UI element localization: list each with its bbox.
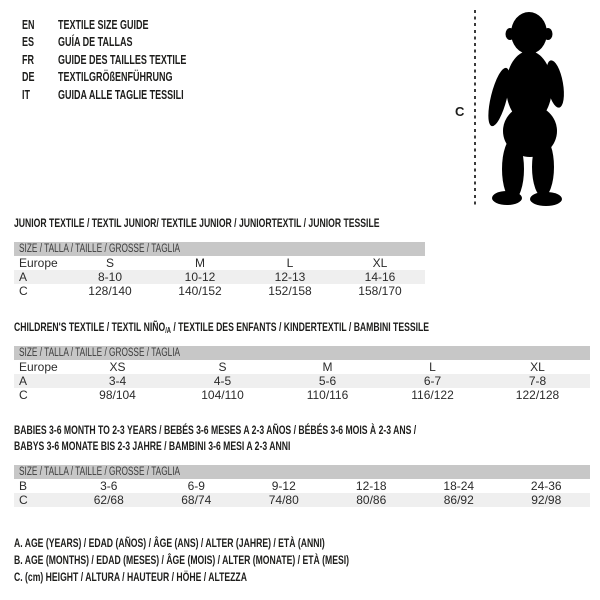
table-cell: 12-13 xyxy=(274,270,306,284)
children-title-sub: /A xyxy=(165,326,171,335)
footnote-a: A. AGE (YEARS) / EDAD (AÑOS) / ÂGE (ANS) / ALTER (JAHRE) / ETÀ (ANNI) xyxy=(14,536,325,550)
junior-title-text: JUNIOR TEXTILE / TEXTIL JUNIOR/ TEXTILE JUNIOR / JUNIORTEXTIL / JUNIOR TESSILE xyxy=(14,216,380,230)
column-header: L xyxy=(429,360,436,374)
table-cell: 92/98 xyxy=(531,493,562,507)
table-row xyxy=(14,479,590,493)
language-list xyxy=(22,16,250,104)
language-label: GUIDA ALLE TAGLIE TESSILI xyxy=(58,87,184,102)
size-header-label: SIZE / TALLA / TAILLE / GRÖSSE / TAGLIA xyxy=(19,243,181,255)
junior-column-header-row xyxy=(14,256,425,270)
footnotes xyxy=(14,535,479,586)
babies-section-title xyxy=(14,422,573,454)
table-row xyxy=(14,374,590,388)
table-cell: 18-24 xyxy=(443,479,475,493)
table-cell: 10-12 xyxy=(184,270,216,284)
table-cell: 6-7 xyxy=(423,374,442,388)
column-header: Europe xyxy=(19,360,58,374)
children-title-main: CHILDREN'S TEXTILE / TEXTIL NIÑO xyxy=(14,320,166,334)
table-row xyxy=(14,493,590,507)
children-size-header-bar xyxy=(14,346,590,360)
size-header-label: SIZE / TALLA / TAILLE / GRÖSSE / TAGLIA xyxy=(19,466,181,478)
babies-size-header-bar xyxy=(14,465,590,479)
row-label: B xyxy=(19,479,28,493)
table-cell: 68/74 xyxy=(181,493,212,507)
table-cell: 14-16 xyxy=(364,270,396,284)
height-measure-dashed-line xyxy=(474,10,476,208)
children-column-header-row xyxy=(14,360,590,374)
column-header: S xyxy=(105,256,114,270)
language-code: FR xyxy=(22,52,35,67)
table-cell: 110/116 xyxy=(306,388,349,402)
language-code: IT xyxy=(22,87,30,102)
table-cell: 7-8 xyxy=(528,374,547,388)
language-code: EN xyxy=(22,17,35,32)
column-header: M xyxy=(322,360,333,374)
language-code: ES xyxy=(22,35,35,50)
table-cell: 74/80 xyxy=(268,493,299,507)
children-section-title xyxy=(14,320,590,335)
column-header: XS xyxy=(109,360,126,374)
table-row xyxy=(14,388,590,402)
junior-section-title xyxy=(14,216,522,230)
language-code: DE xyxy=(22,70,35,85)
table-cell: 140/152 xyxy=(178,284,222,298)
row-label: A xyxy=(19,270,28,284)
table-cell: 122/128 xyxy=(515,388,560,402)
table-cell: 8-10 xyxy=(97,270,123,284)
table-cell: 80/86 xyxy=(356,493,387,507)
language-row xyxy=(22,34,186,52)
junior-size-header-bar xyxy=(14,242,425,256)
row-label: C xyxy=(19,388,28,402)
column-header: XL xyxy=(372,256,388,270)
table-cell: 86/92 xyxy=(443,493,474,507)
table-cell: 152/158 xyxy=(268,284,312,298)
table-cell: 158/170 xyxy=(358,284,402,298)
row-label: C xyxy=(19,493,28,507)
children-size-table xyxy=(14,346,590,402)
language-row xyxy=(22,51,186,69)
height-label: C xyxy=(455,104,465,119)
column-header: S xyxy=(218,360,227,374)
table-cell: 12-18 xyxy=(355,479,387,493)
language-label: TEXTILE SIZE GUIDE xyxy=(58,17,149,32)
babies-title-line1: BABIES 3-6 MONTH TO 2-3 YEARS / BEBÉS 3-6 MESES A 2-3 AÑOS / BÉBÉS 3-6 MOIS À 2-3 ANS / xyxy=(14,423,417,437)
table-cell: 104/110 xyxy=(201,388,244,402)
children-title-rest: / TEXTILE DES ENFANTS / KINDERTEXTIL / BAMBINI TESSILE xyxy=(170,320,430,334)
table-cell: 128/140 xyxy=(88,284,132,298)
babies-size-table xyxy=(14,465,590,507)
row-label: C xyxy=(19,284,28,298)
table-cell: 116/122 xyxy=(411,388,454,402)
column-header: L xyxy=(286,256,294,270)
language-label: GUÍA DE TALLAS xyxy=(58,35,133,50)
column-header: Europe xyxy=(19,256,58,270)
table-row xyxy=(14,284,425,298)
row-label: A xyxy=(19,374,28,388)
junior-size-table xyxy=(14,242,425,298)
column-header: M xyxy=(195,256,205,270)
size-header-label: SIZE / TALLA / TAILLE / GRÖSSE / TAGLIA xyxy=(19,347,181,359)
table-cell: 3-4 xyxy=(108,374,127,388)
table-cell: 5-6 xyxy=(318,374,337,388)
footnote-c: C. (cm) HEIGHT / ALTURA / HAUTEUR / HÖHE / ALTEZZA xyxy=(14,570,247,584)
footnote-b: B. AGE (MONTHS) / EDAD (MESES) / ÂGE (MOIS) / ALTER (MONATE) / ETÀ (MESI) xyxy=(14,553,350,567)
language-row xyxy=(22,69,186,87)
column-header: XL xyxy=(530,360,545,374)
children-title-text xyxy=(14,320,429,335)
language-row xyxy=(22,86,186,104)
table-cell: 24-36 xyxy=(530,479,562,493)
table-cell: 9-12 xyxy=(271,479,296,493)
table-cell: 98/104 xyxy=(99,388,136,402)
language-label: GUIDE DES TAILLES TEXTILE xyxy=(58,52,187,67)
table-cell: 62/68 xyxy=(93,493,124,507)
babies-title-line2: BABYS 3-6 MONATE BIS 2-3 JAHRE / BAMBINI 3-6 MESI A 2-3 ANNI xyxy=(14,439,291,453)
language-row xyxy=(22,16,186,34)
table-row xyxy=(14,270,425,284)
baby-silhouette-icon xyxy=(482,9,572,209)
table-cell: 4-5 xyxy=(213,374,232,388)
table-cell: 3-6 xyxy=(100,479,118,493)
table-cell: 6-9 xyxy=(187,479,205,493)
language-label: TEXTILGRÖßENFÜHRUNG xyxy=(58,70,173,85)
